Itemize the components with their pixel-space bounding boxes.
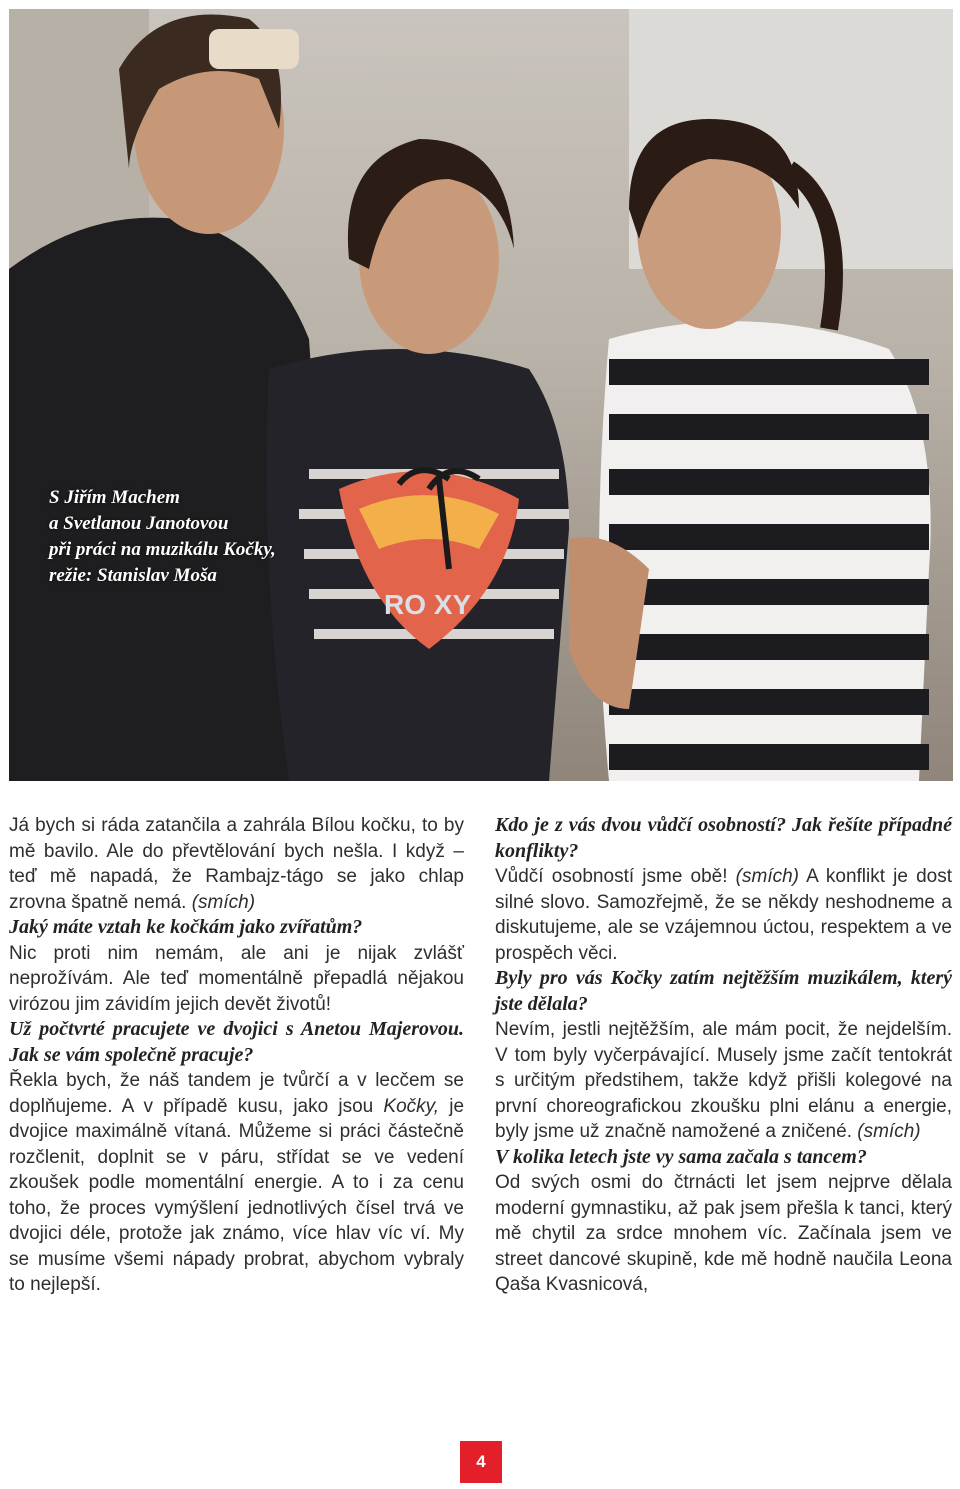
right-text-column	[495, 813, 952, 1298]
answer-text: Vůdčí osobností jsme obě!	[495, 866, 728, 887]
answer-text: Řekla bych, že náš tandem je tvůrčí a v lecčem se doplňujeme. A v případě kusu, jako jsou	[9, 1070, 464, 1117]
caption-line: režie: Stanislav Moša	[49, 565, 217, 586]
interview-question: Kdo je z vás dvou vůdčí osobností? Jak řešíte případné konflikty?	[495, 814, 952, 862]
tshirt-print-text: RO XY	[384, 589, 472, 620]
answer-paragraph: Nic proti nim nemám, ale ani je nijak zvlášť neprožívám. Ale teď momentálně přepadlá nějakou virózou jim závidím jejich devět životů!	[9, 942, 464, 1015]
caption-line: při práci na muzikálu Kočky,	[49, 539, 276, 560]
interview-question: V kolika letech jste vy sama začala s tancem?	[495, 1145, 867, 1168]
answer-paragraph: Od svých osmi do čtrnácti let jsem nejprve dělala moderní gymnastiku, až pak jsem přešla k tanci, který mě chytil za srdce mnohem víc. Začínala jsem ve street dancové skupině, kde mě hodně naučila Leona Qaša Kvasnicová,	[495, 1172, 952, 1295]
answer-paragraph	[9, 813, 464, 915]
answer-paragraph	[495, 864, 952, 966]
answer-text: Já bych si ráda zatančila a zahrála Bílou kočku, to by mě bavilo. Ale do převtělování bych nešla. I když – teď mě napadá, že Rambajz-tágo se jako chlap zrovna špatně nemá.	[9, 815, 464, 913]
laugh-note: (smích)	[735, 866, 799, 887]
caption-line: S Jiřím Machem	[49, 487, 180, 508]
interview-question: Jaký máte vztah ke kočkám jako zvířatům?	[9, 916, 363, 938]
answer-paragraph	[9, 1068, 464, 1298]
answer-text: je dvojice maximálně vítaná. Můžeme si práci částečně rozčlenit, doplnit se v páru, střídat se ve vedení zkoušek podle momentální energie. A to i za cenu toho, že proces vymýšlení jednotlivých čísel trvá ve dvojici déle, protože jak známo, více hlav víc ví. My se musíme všemi nápady probrat, abychom vybraly to nejlepší.	[9, 1095, 465, 1295]
caption-line: a Svetlanou Janotovou	[49, 513, 229, 534]
laugh-note: (smích)	[857, 1121, 921, 1142]
interview-question: Byly pro vás Kočky zatím nejtěžším muzikálem, který jste dělala?	[495, 967, 952, 1015]
answer-text: A konflikt je dost silné slovo. Samozřejmě, že se někdy neshodneme a diskutujeme, ale se vzájemnou úctou, respektem a ve prospěch věci.	[495, 866, 953, 964]
photo-illustration	[9, 9, 953, 781]
answer-paragraph	[495, 1017, 952, 1145]
laugh-note: (smích)	[191, 891, 256, 913]
musical-title: Kočky,	[383, 1095, 440, 1117]
photo-caption	[49, 485, 339, 589]
left-text-column	[9, 813, 464, 1298]
rehearsal-photo	[9, 9, 953, 781]
answer-text: Nevím, jestli nejtěžším, ale mám pocit, že nejdelším. V tom byly vyčerpávající. Musely jsme začít tentokrát s určitým předstihem, takže když přišli kolegové na první choreografickou zkoušku plni elánu a energie, byly jsme už značně namožené a zničené.	[495, 1019, 952, 1142]
interview-question: Už počtvrté pracujete ve dvojici s Anetou Majerovou. Jak se vám společně pracuje?	[9, 1018, 464, 1066]
page-number-badge: 4	[460, 1441, 502, 1483]
